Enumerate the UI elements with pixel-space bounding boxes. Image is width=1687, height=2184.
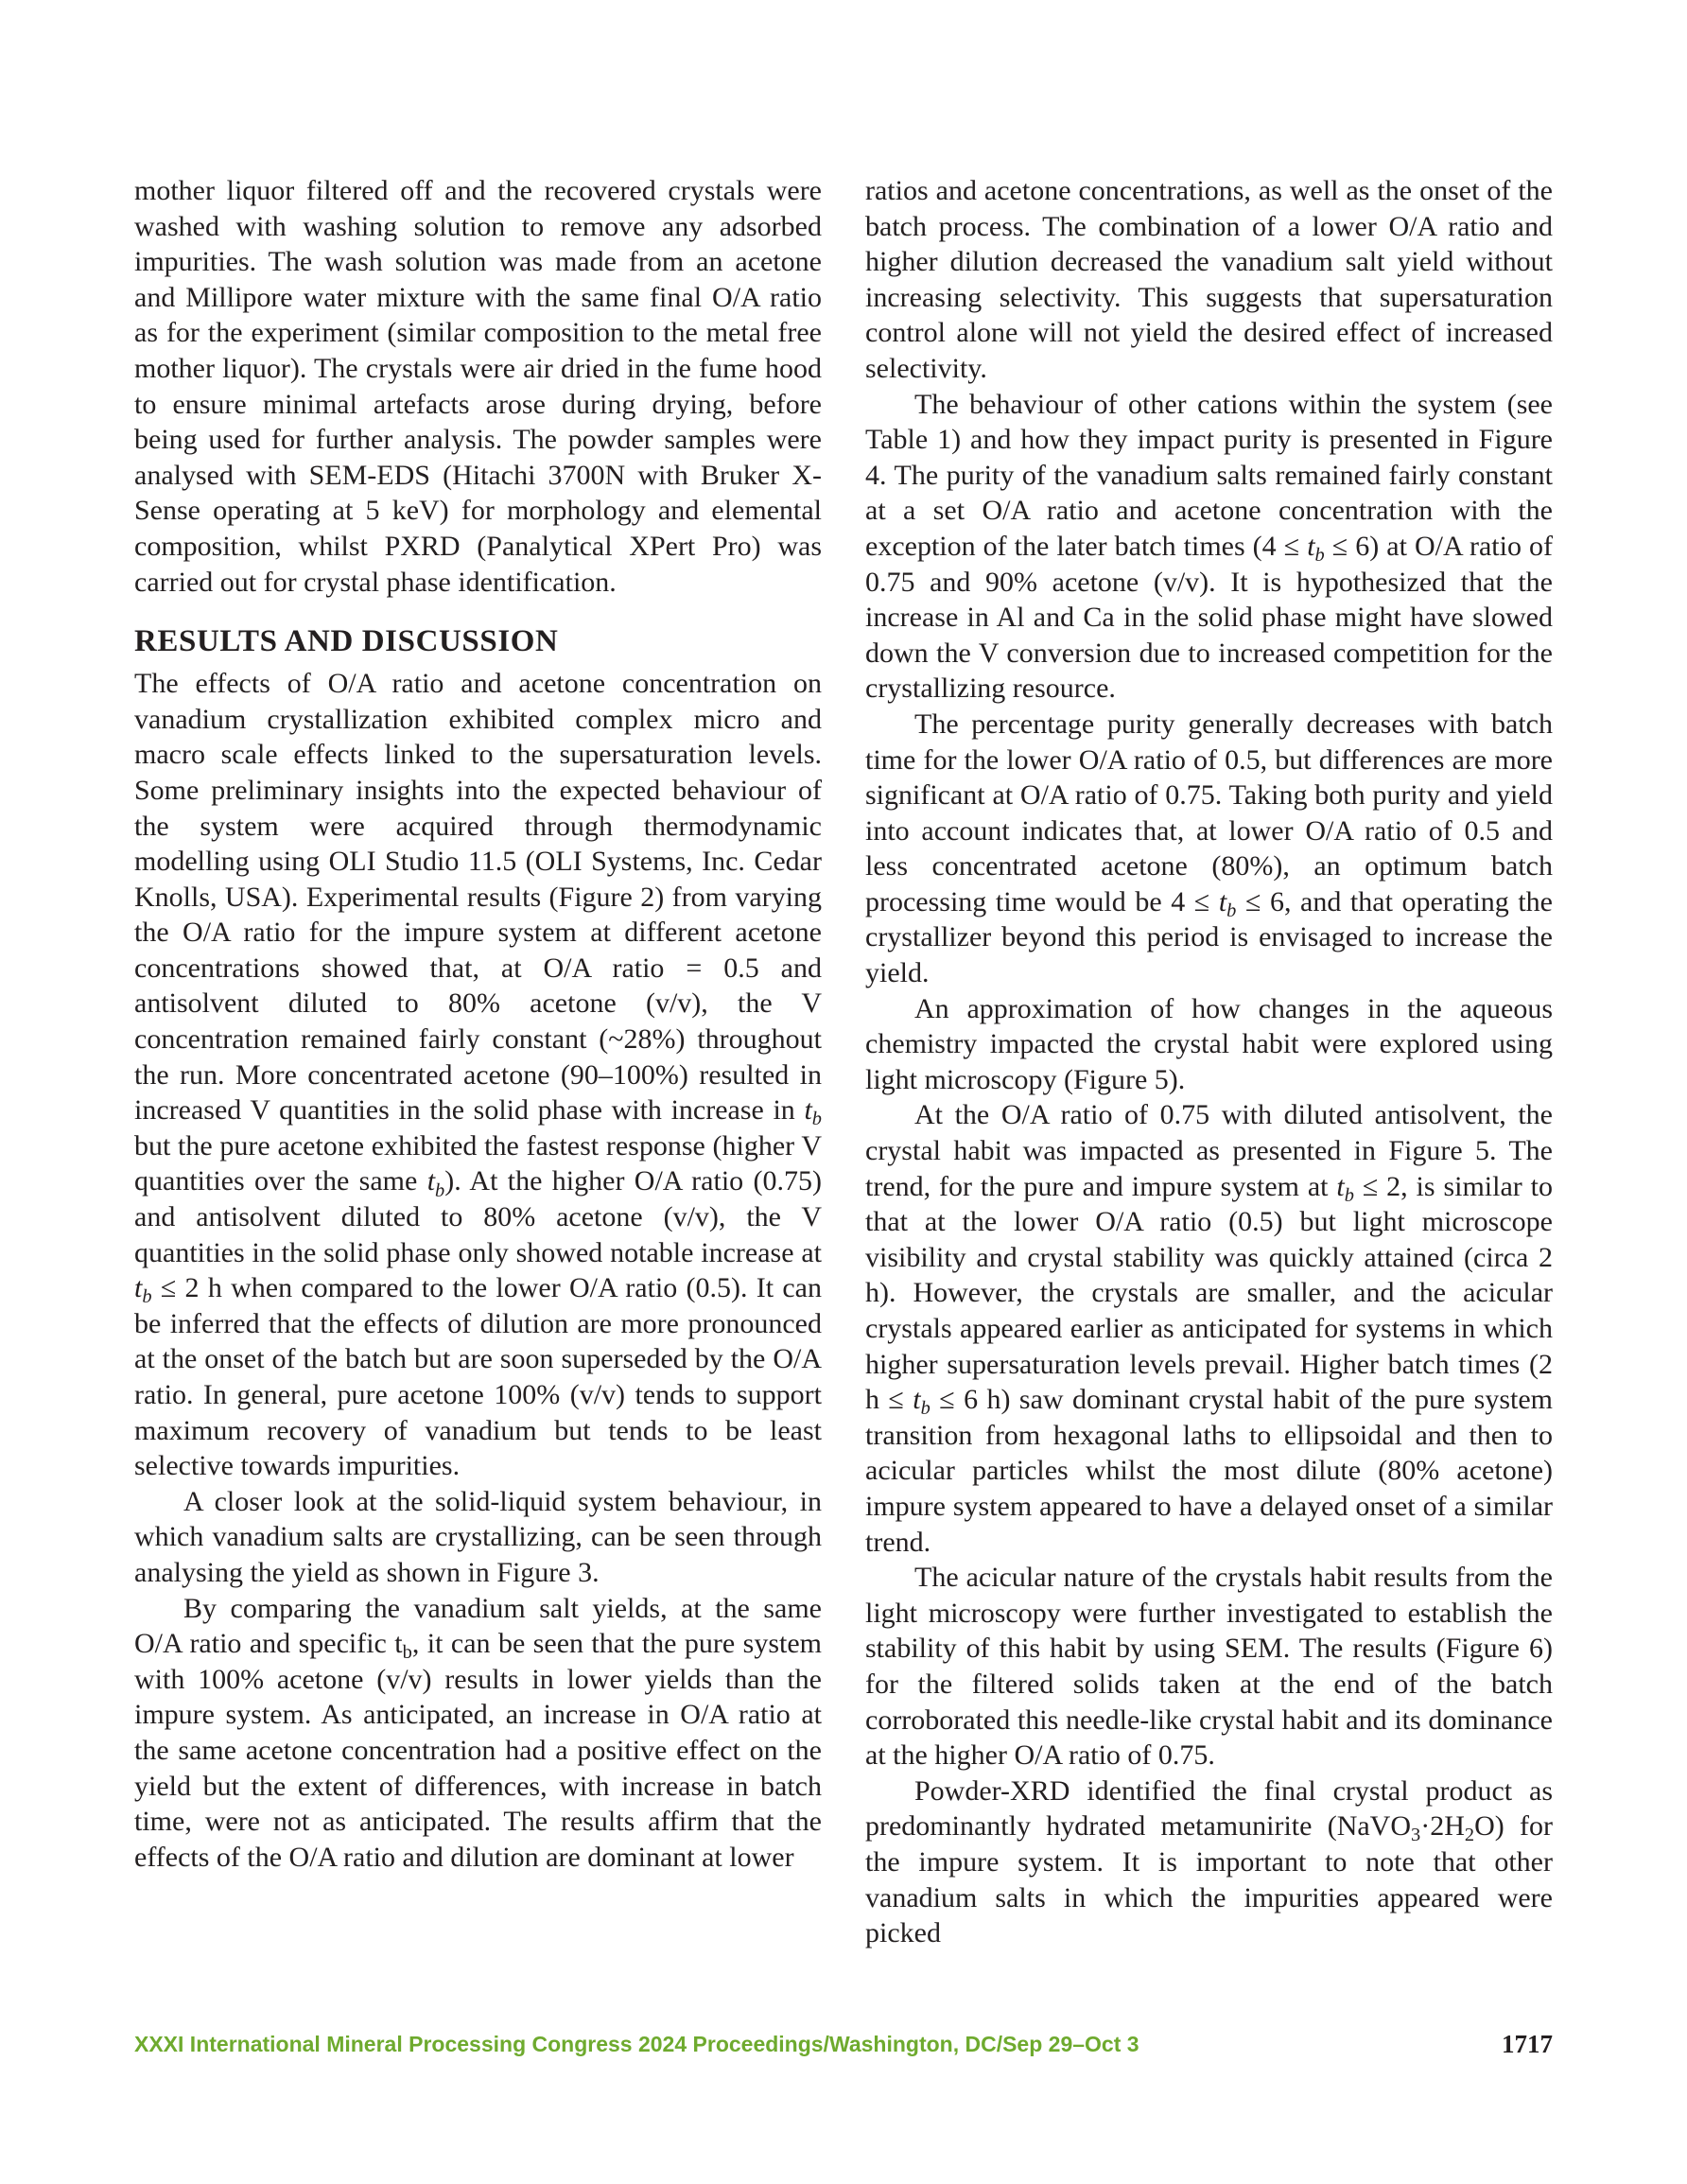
paragraph: The acicular nature of the crystals habit results from the light microscopy were further investigated to establish the stability of this habit by using SEM. The results (Figure 6) for the filtered solids taken at the end of the batch corroborated this needle-like crystal habit and its dominance at the higher O/A ratio of 0.75. [865, 1562, 1553, 1772]
paragraph: ratios and acetone concentrations, as well as the onset of the batch process. The combination of a lower O/A ratio and higher dilution decreased the vanadium salt yield without increasing selectivity. This suggests that supersaturation control alone will not yield the desired effect of increased selectivity. [865, 175, 1553, 384]
section-heading: RESULTS AND DISCUSSION [134, 624, 559, 659]
paragraph: By comparing the vanadium salt yields, at the same O/A ratio and specific $t_b$, it can be seen that the pure system with 100% acetone (v/v) results in lower yields than the impure system. As anticipated, an increase in O/A ratio at the same acetone concentration had a positive effect on the yield but the extent of differences, with increase in batch time, were not as anticipated. The results affirm that the effects of the O/A ratio and dilution are dominant at lower [134, 1592, 823, 1873]
paragraph: At the O/A ratio of 0.75 with diluted antisolvent, the crystal habit was impacted as presented in Figure 5. The trend, for the pure and impure system at $t_b \le 2$, is similar to that at the lower O/A ratio (0.5) but light microscope visibility and crystal stability was quickly attained (circa 2 h). However, the crystals are smaller, and the acicular crystals appeared earlier as anticipated for systems in which higher supersaturation levels prevail. Higher batch times (2 $h \le t_b \le 6$ h) saw dominant crystal habit of the pure system transition from hexagonal laths to ellipsoidal and then to acicular particles whilst the most dilute (80% acetone) impure system appeared to have a delayed onset of a similar trend. [865, 1099, 1554, 1558]
footer-text: XXXI International Mineral Processing Congress 2024 Proceedings/Washington, DC/Sep 29–Oct 3 [134, 2032, 1139, 2056]
page-footer [134, 2032, 1553, 2070]
right-column [865, 173, 1553, 1951]
paragraph: An approximation of how changes in the aqueous chemistry impacted the crystal habit were explored using light microscopy (Figure 5). [865, 992, 1553, 1095]
page-number: 1717 [1502, 2030, 1553, 2058]
paragraph: The percentage purity generally decreases with batch time for the lower O/A ratio of 0.5, but differences are more significant at O/A ratio of 0.75. Taking both purity and yield into account indicates that, at lower O/A ratio of 0.5 and less concentrated acetone (80%), an optimum batch processing time would be $4 \le t_b \le 6$, and that operating the crystallizer beyond this period is envisaged to increase the yield. [865, 708, 1553, 989]
paragraph: The behaviour of other cations within the system (see Table 1) and how they impact purity is presented in Figure 4. The purity of the vanadium salts remained fairly constant at a set O/A ratio and acetone concentration with the exception of the later batch times $(4 \le t_b \le 6)$ at O/A ratio of 0.75 and 90% acetone (v/v). It is hypothesized that the increase in Al and Ca in the solid phase might have slowed down the V conversion due to increased competition for the crystallizing resource. [865, 388, 1553, 705]
left-column [134, 173, 822, 1875]
paragraph: mother liquor filtered off and the recovered crystals were washed with washing solution to remove any adsorbed impurities. The wash solution was made from an acetone and Millipore water mixture with the same final O/A ratio as for the experiment (similar composition to the metal free mother liquor). The crystals were air dried in the fume hood to ensure minimal artefacts arose during drying, before being used for further analysis. The powder samples were analysed with SEM-EDS (Hitachi 3700N with Bruker X-Sense operating at 5 keV) for morphology and elemental composition, whilst PXRD (Panalytical XPert Pro) was carried out for crystal phase identification. [134, 175, 822, 598]
paragraph: The effects of O/A ratio and acetone concentration on vanadium crystallization exhibited complex micro and macro scale effects linked to the supersaturation levels. Some preliminary insights into the expected behaviour of the system were acquired through thermodynamic modelling using OLI Studio 11.5 (OLI Systems, Inc. Cedar Knolls, USA). Experimental results (Figure 2) from varying the O/A ratio for the impure system at different acetone concentrations showed that, at O/A ratio = 0.5 and antisolvent diluted to 80% acetone (v/v), the V concentration remained fairly constant (~28%) throughout the run. More concentrated acetone (90–100%) resulted in increased V quantities in the solid phase with increase in $t_b$ but the pure acetone exhibited the fastest response (higher V quantities over the same $t_b$). At the higher O/A ratio (0.75) and antisolvent diluted to 80% acetone (v/v), the V quantities in the solid phase only showed notable increase at $t_b \le 2$ h when compared to the lower O/A ratio (0.5). It can be inferred that the effects of dilution are more pronounced at the onset of the batch but are soon superseded by the O/A ratio. In general, pure acetone 100% (v/v) tends to support maximum recovery of vanadium but tends to be least selective towards impurities. [134, 668, 822, 1482]
paragraph: A closer look at the solid-liquid system behaviour, in which vanadium salts are crystallizing, can be seen through analysing the yield as shown in Figure 3. [134, 1485, 822, 1588]
paragraph: Powder-XRD identified the final crystal product as predominantly hydrated metamunirite $(NaVO_3\cdot 2H_2O)$ for the impure system. It is important to note that other vanadium salts in which the impurities appeared were picked [865, 1774, 1553, 1949]
